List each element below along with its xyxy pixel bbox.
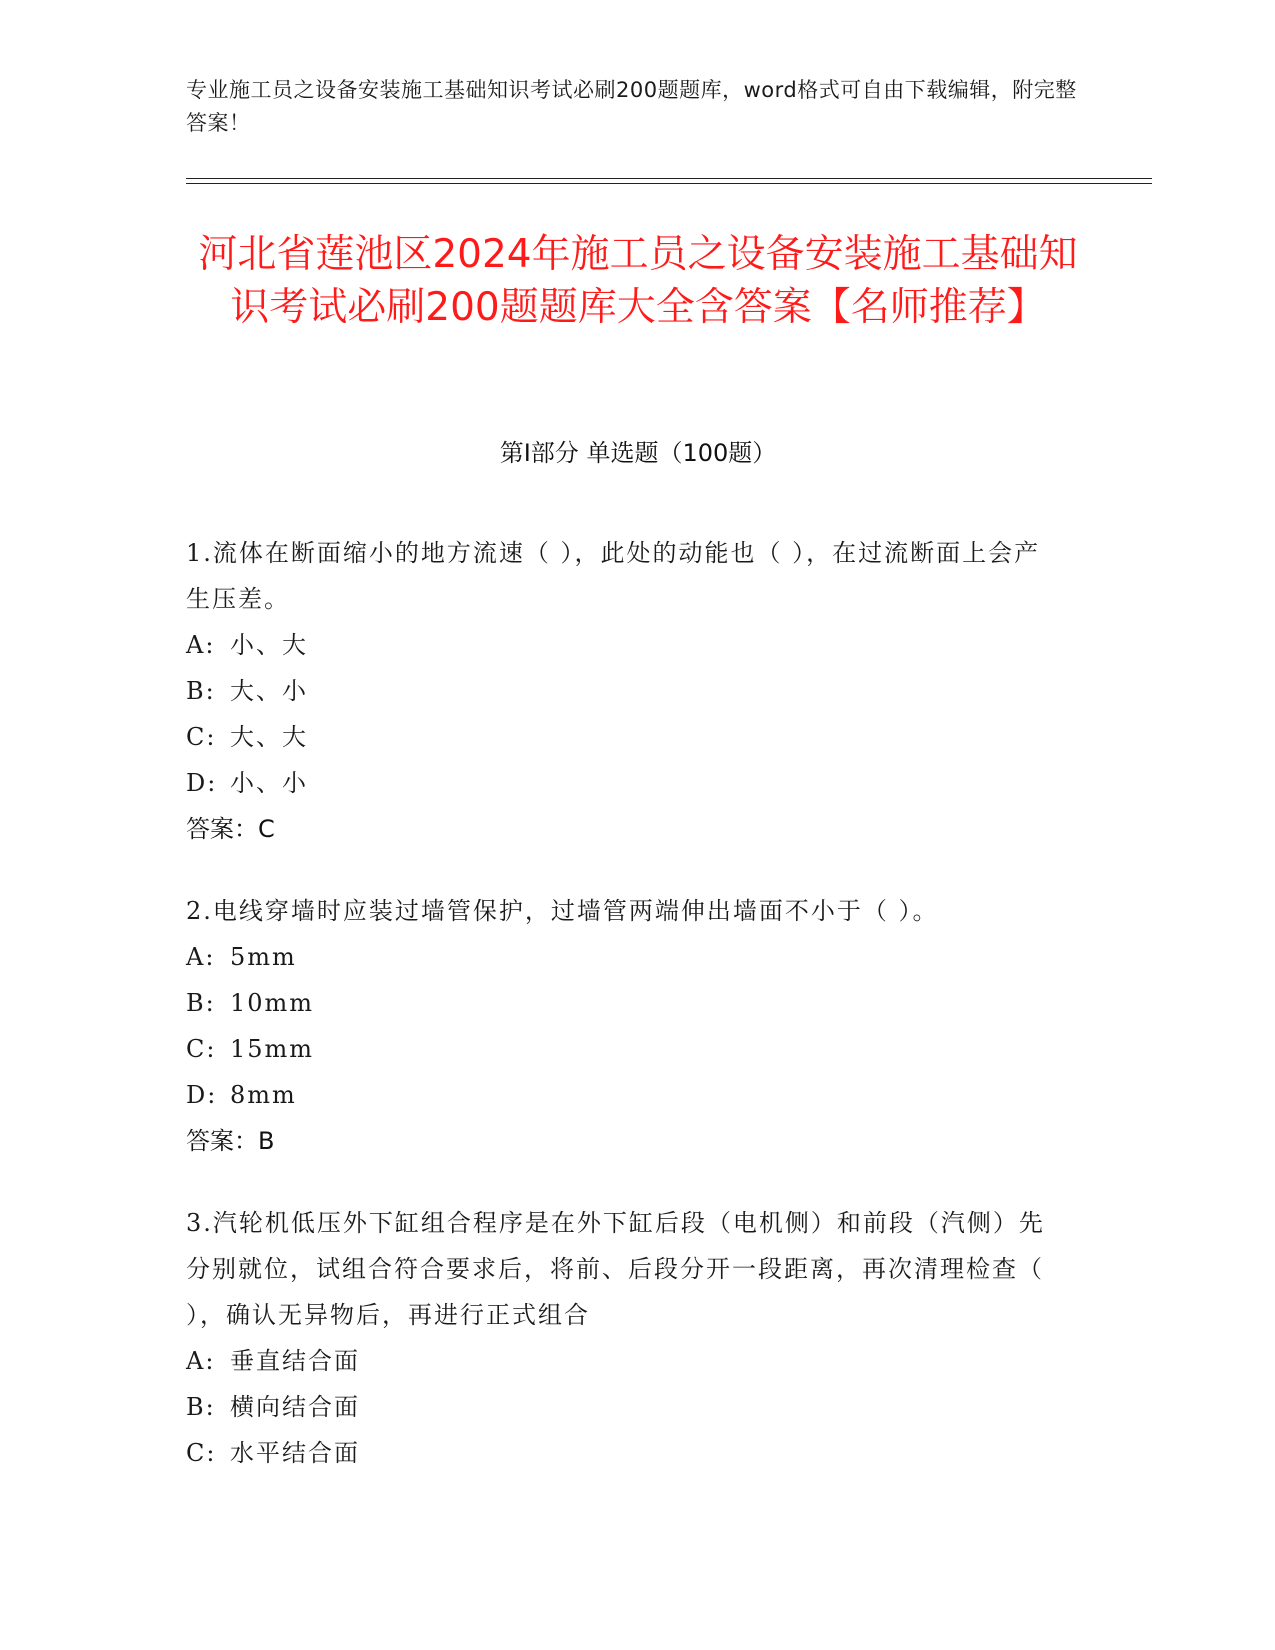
question-stem: 2.电线穿墙时应装过墙管保护，过墙管两端伸出墙面不小于（ ）。 [186,897,939,925]
question-option [186,1072,1066,1118]
option-text: 5mm [230,943,297,971]
option-key: A: [186,631,216,659]
section-heading: 第Ⅰ部分 单选题（100题） [499,439,777,467]
option-key: C: [186,723,217,751]
option-text: 水平结合面 [230,1439,360,1467]
question-option [186,1430,1066,1476]
option-text: 10mm [230,989,315,1017]
option-text: 横向结合面 [230,1393,360,1421]
header-note: 专业施工员之设备安装施工基础知识考试必刷200题题库，word格式可自由下载编辑，附完整答案！ [186,78,1077,135]
option-key: C: [186,1439,217,1467]
question-option [186,622,1066,668]
option-key: D: [186,1081,218,1109]
header-divider [186,178,1152,184]
question-option [186,760,1066,806]
option-key: B: [186,677,216,705]
option-key: B: [186,989,216,1017]
question-option [186,934,1066,980]
question-item [186,888,1066,1164]
question-item [186,1200,1066,1476]
question-answer: 答案：B [186,1127,275,1155]
question-answer: 答案：C [186,815,275,843]
question-item [186,530,1066,852]
option-text: 小、小 [230,769,308,797]
question-option [186,668,1066,714]
option-key: C: [186,1035,217,1063]
document-title: 河北省莲池区2024年施工员之设备安装施工基础知识考试必刷200题题库大全含答案【名师推荐】 [198,232,1078,330]
question-option [186,980,1066,1026]
option-text: 大、小 [230,677,308,705]
option-text: 15mm [230,1035,315,1063]
question-stem: 1.流体在断面缩小的地方流速（ ），此处的动能也（ ），在过流断面上会产生压差。 [186,539,1041,613]
option-text: 小、大 [230,631,308,659]
question-option [186,1026,1066,1072]
option-key: A: [186,1347,216,1375]
question-stem: 3.汽轮机低压外下缸组合程序是在外下缸后段（电机侧）和前段（汽侧）先分别就位，试组合符合要求后，将前、后段分开一段距离，再次清理检查（ ），确认无异物后，再进行正式组合 [186,1209,1045,1329]
question-option [186,714,1066,760]
option-text: 垂直结合面 [230,1347,360,1375]
question-option [186,1384,1066,1430]
option-key: A: [186,943,216,971]
option-text: 8mm [230,1081,297,1109]
option-key: D: [186,769,218,797]
option-key: B: [186,1393,216,1421]
question-list [186,530,1066,1512]
question-option [186,1338,1066,1384]
option-text: 大、大 [230,723,308,751]
